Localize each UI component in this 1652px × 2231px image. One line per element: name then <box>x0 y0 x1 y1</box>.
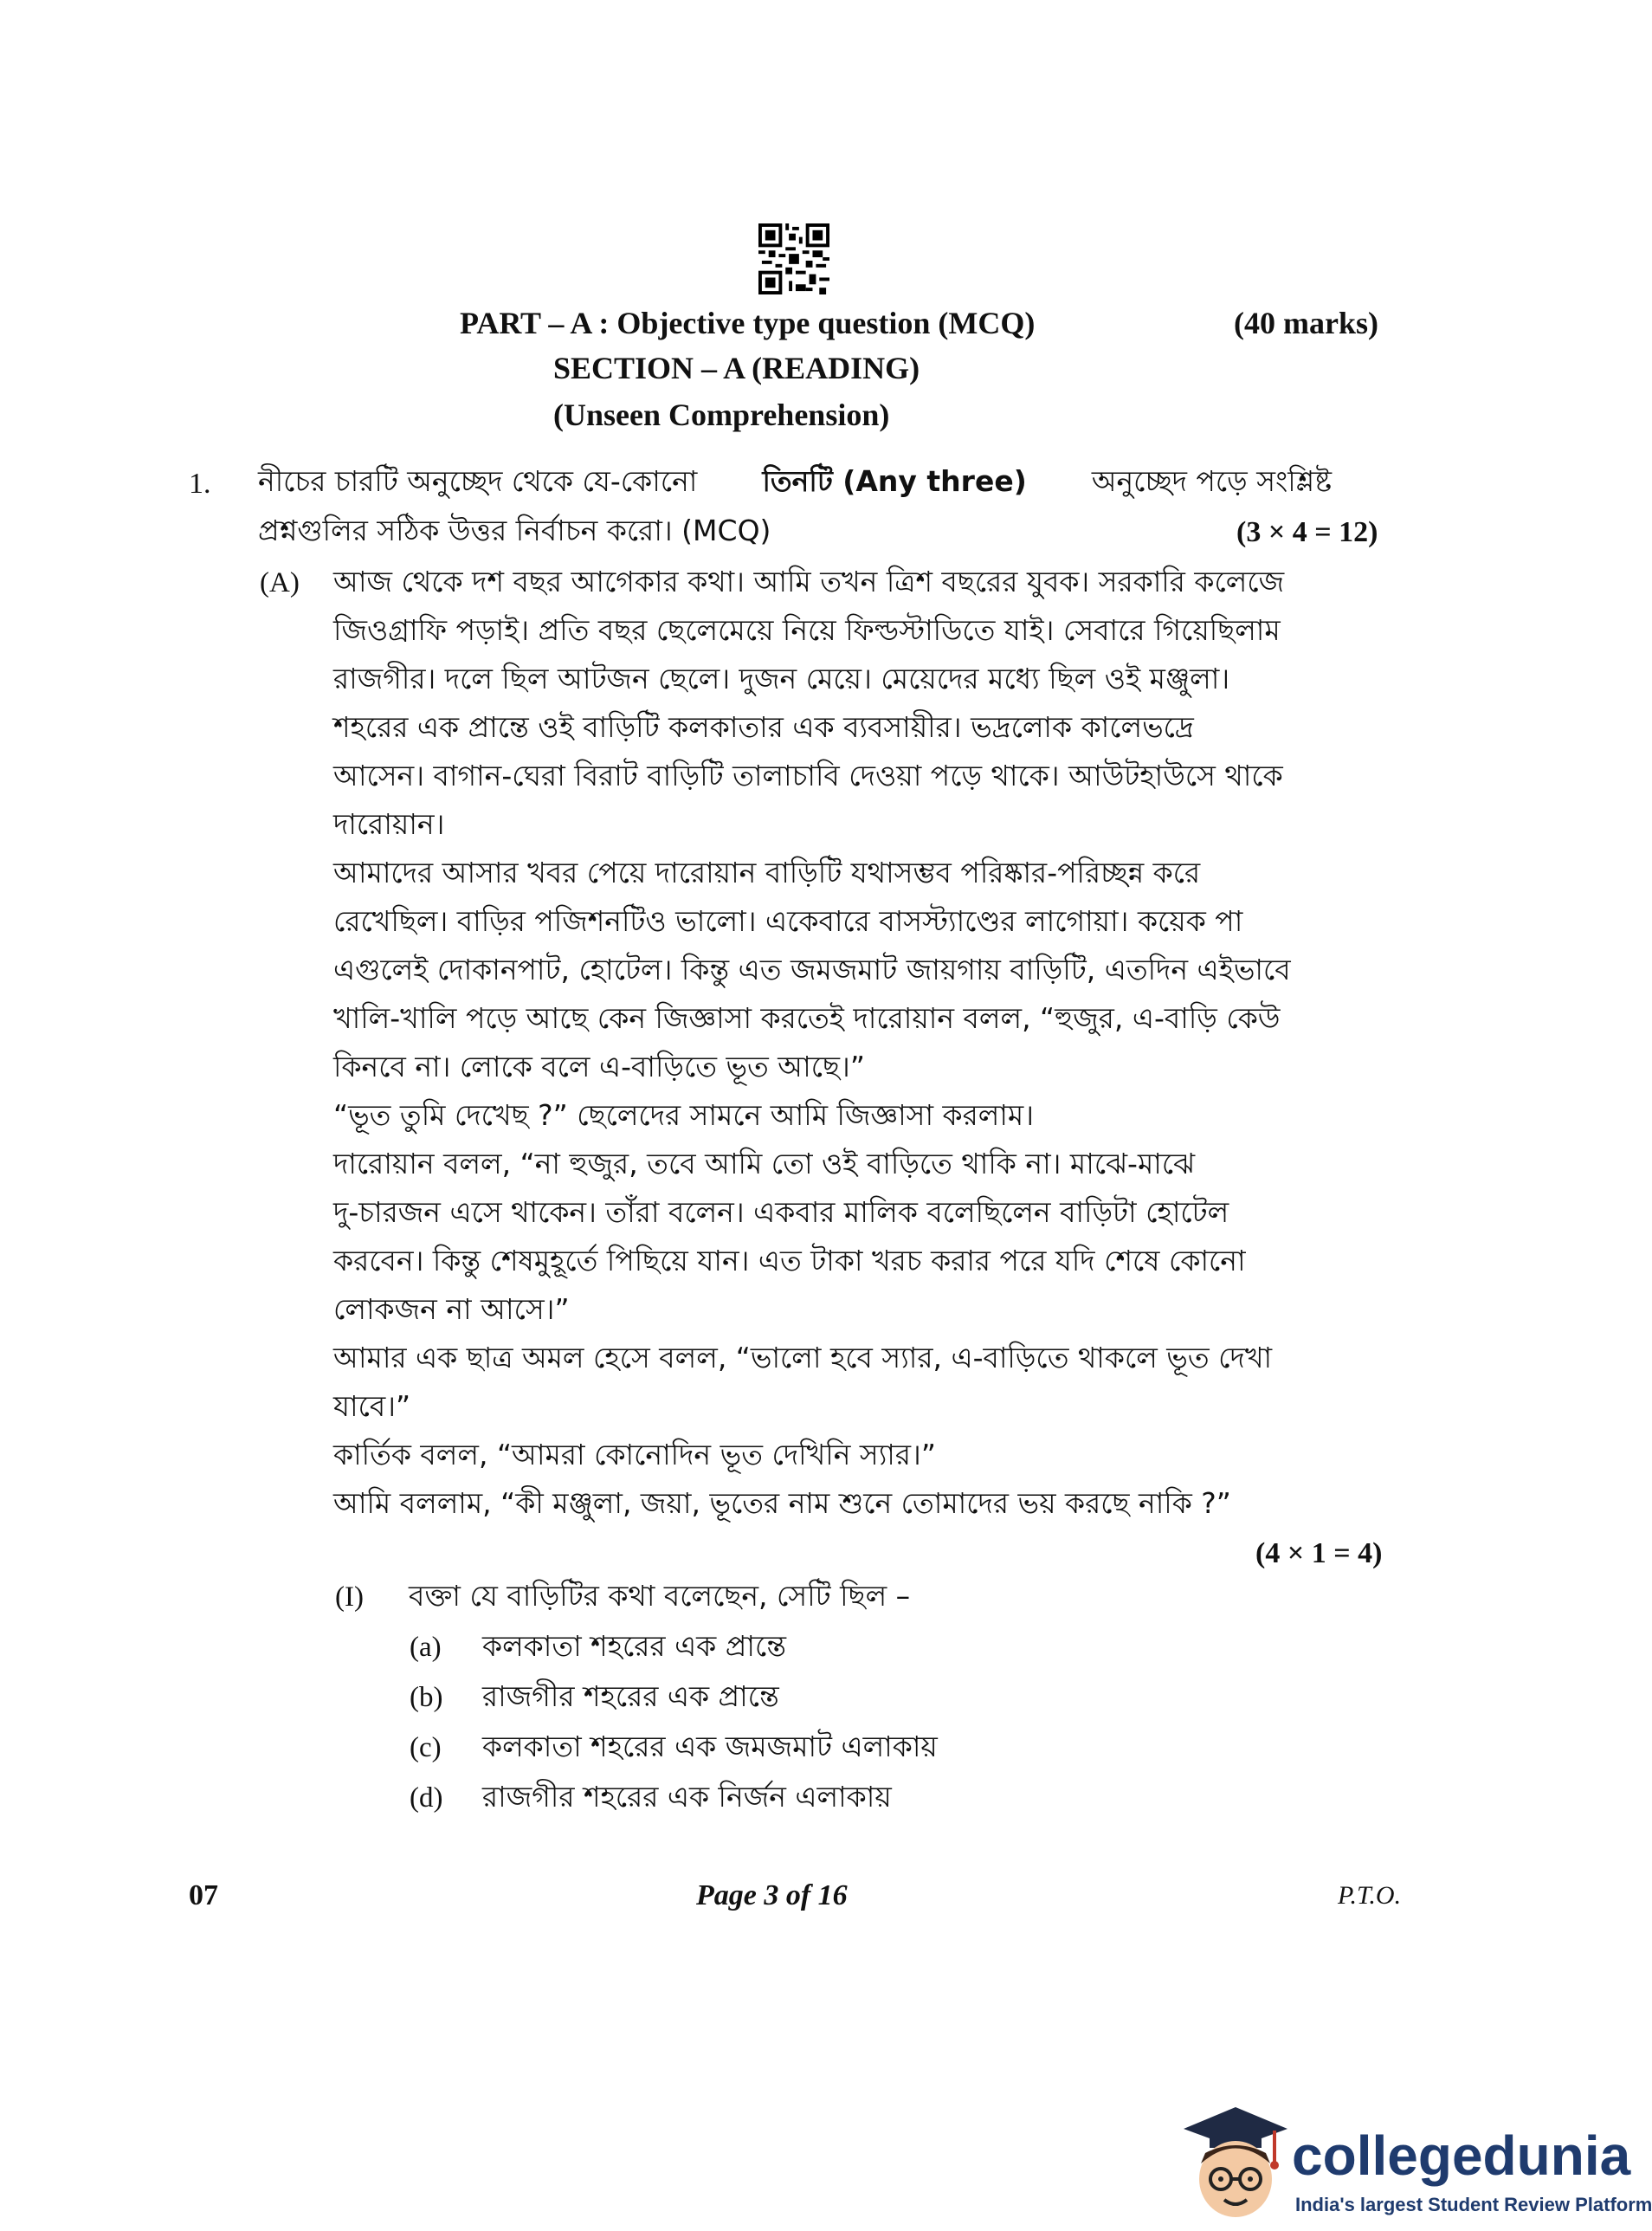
collegedunia-mascot-icon <box>1179 2103 1292 2224</box>
passage-line: রাজগীর। দলে ছিল আটজন ছেলে। দুজন মেয়ে। মেয়েদের মধ্যে ছিল ওই মঞ্জুলা। <box>333 662 1230 695</box>
instruction-pre: নীচের চারটি অনুচ্ছেদ থেকে যে-কোনো <box>258 464 698 498</box>
passage-label: (A) <box>260 567 300 598</box>
passage-line: রেখেছিল। বাড়ির পজিশনটিও ভালো। একেবারে বাসস্ট্যাণ্ডের লাগোয়া। কয়েক পা <box>333 904 1243 938</box>
part-marks: (40 marks) <box>1234 306 1378 340</box>
passage-line: আমার এক ছাত্র অমল হেসে বলল, “ভালো হবে স্যার, এ-বাড়িতে থাকলে ভূত দেখা <box>333 1341 1273 1374</box>
option-d-label: (d) <box>410 1782 443 1814</box>
passage-line: এগুলেই দোকানপাট, হোটেল। কিন্তু এত জমজমাট জায়গায় বাড়িটি, এতদিন এইভাবে <box>333 953 1291 986</box>
passage-line: খালি-খালি পড়ে আছে কেন জিজ্ঞাসা করতেই দারোয়ান বলল, “হুজুর, এ-বাড়ি কেউ <box>333 1001 1281 1035</box>
option-c-label: (c) <box>410 1732 442 1763</box>
page-number: Page 3 of 16 <box>696 1879 848 1911</box>
passage-line: আজ থেকে দশ বছর আগেকার কথা। আমি তখন ত্রিশ বছরের যুবক। সরকারি কলেজে <box>333 565 1285 598</box>
instruction-bold: তিনটি (Any three) <box>762 464 1027 498</box>
question-marks: (3 × 4 = 12) <box>1236 516 1378 548</box>
passage-line: দু-চারজন এসে থাকেন। তাঁরা বলেন। একবার মালিক বলেছিলেন বাড়িটা হোটেল <box>333 1195 1229 1229</box>
option-a-label: (a) <box>410 1632 442 1663</box>
option-d-text: রাজগীর শহরের এক নির্জন এলাকায় <box>482 1780 892 1814</box>
part-title: PART – A : Objective type question (MCQ) <box>460 306 1036 340</box>
option-b-text: রাজগীর শহরের এক প্রান্তে <box>482 1679 779 1713</box>
instruction-post: অনুচ্ছেদ পড়ে সংশ্লিষ্ট <box>1091 464 1332 498</box>
passage-line: জিওগ্রাফি পড়াই। প্রতি বছর ছেলেমেয়ে নিয়ে ফিল্ডস্টাডিতে যাই। সেবারে গিয়েছিলাম <box>333 613 1281 647</box>
passage-line: “ভূত তুমি দেখেছ ?” ছেলেদের সামনে আমি জিজ্ঞাসা করলাম। <box>333 1098 1035 1132</box>
question-number: 1. <box>189 468 211 500</box>
passage-line: দারোয়ান বলল, “না হুজুর, তবে আমি তো ওই বাড়িতে থাকি না। মাঝে-মাঝে <box>333 1147 1196 1180</box>
subquestion-label: (I) <box>335 1581 364 1613</box>
question-instruction-line2: প্রশ্নগুলির সঠিক উত্তর নির্বাচন করো। (MCQ) <box>258 514 771 547</box>
passage-body <box>333 558 1329 1528</box>
pto-label: P.T.O. <box>1338 1881 1402 1910</box>
paper-code: 07 <box>189 1879 218 1911</box>
passage-line: আমাদের আসার খবর পেয়ে দারোয়ান বাড়িটি যথাসম্ভব পরিষ্কার-পরিচ্ছন্ন করে <box>333 856 1201 889</box>
brand-tagline: India's largest Student Review Platform <box>1295 2194 1652 2215</box>
passage-line: যাবে।” <box>333 1389 411 1423</box>
passage-marks: (4 × 1 = 4) <box>1255 1537 1383 1569</box>
passage-line: শহরের এক প্রান্তে ওই বাড়িটি কলকাতার এক ব্যবসায়ীর। ভদ্রলোক কালেভদ্রে <box>333 710 1194 744</box>
option-c-text: কলকাতা শহরের এক জমজমাট এলাকায় <box>482 1730 938 1763</box>
subquestion-text: বক্তা যে বাড়িটির কথা বলেছেন, সেটি ছিল – <box>409 1579 911 1613</box>
passage-line: করবেন। কিন্তু শেষমুহূর্তে পিছিয়ে যান। এত টাকা খরচ করার পরে যদি শেষে কোনো <box>333 1244 1246 1277</box>
option-b-label: (b) <box>410 1682 443 1713</box>
passage-line: আমি বললাম, “কী মঞ্জুলা, জয়া, ভূতের নাম শুনে তোমাদের ভয় করছে নাকি ?” <box>333 1486 1231 1520</box>
passage-line: দারোয়ান। <box>333 807 445 841</box>
section-title: SECTION – A (READING) <box>553 351 920 385</box>
passage-line: আসেন। বাগান-ঘেরা বিরাট বাড়িটি তালাচাবি দেওয়া পড়ে থাকে। আউটহাউসে থাকে <box>333 759 1283 792</box>
brand-name: collegedunia <box>1292 2124 1631 2187</box>
subsection-title: (Unseen Comprehension) <box>553 398 890 432</box>
passage-line: কার্তিক বলল, “আমরা কোনোদিন ভূত দেখিনি স্যার।” <box>333 1438 936 1471</box>
passage-line: লোকজন না আসে।” <box>333 1292 570 1326</box>
qr-code <box>758 223 829 294</box>
option-a-text: কলকাতা শহরের এক প্রান্তে <box>482 1629 786 1663</box>
passage-line: কিনবে না। লোকে বলে এ-বাড়িতে ভূত আছে।” <box>333 1050 865 1083</box>
question-instruction-line1 <box>258 457 1332 506</box>
